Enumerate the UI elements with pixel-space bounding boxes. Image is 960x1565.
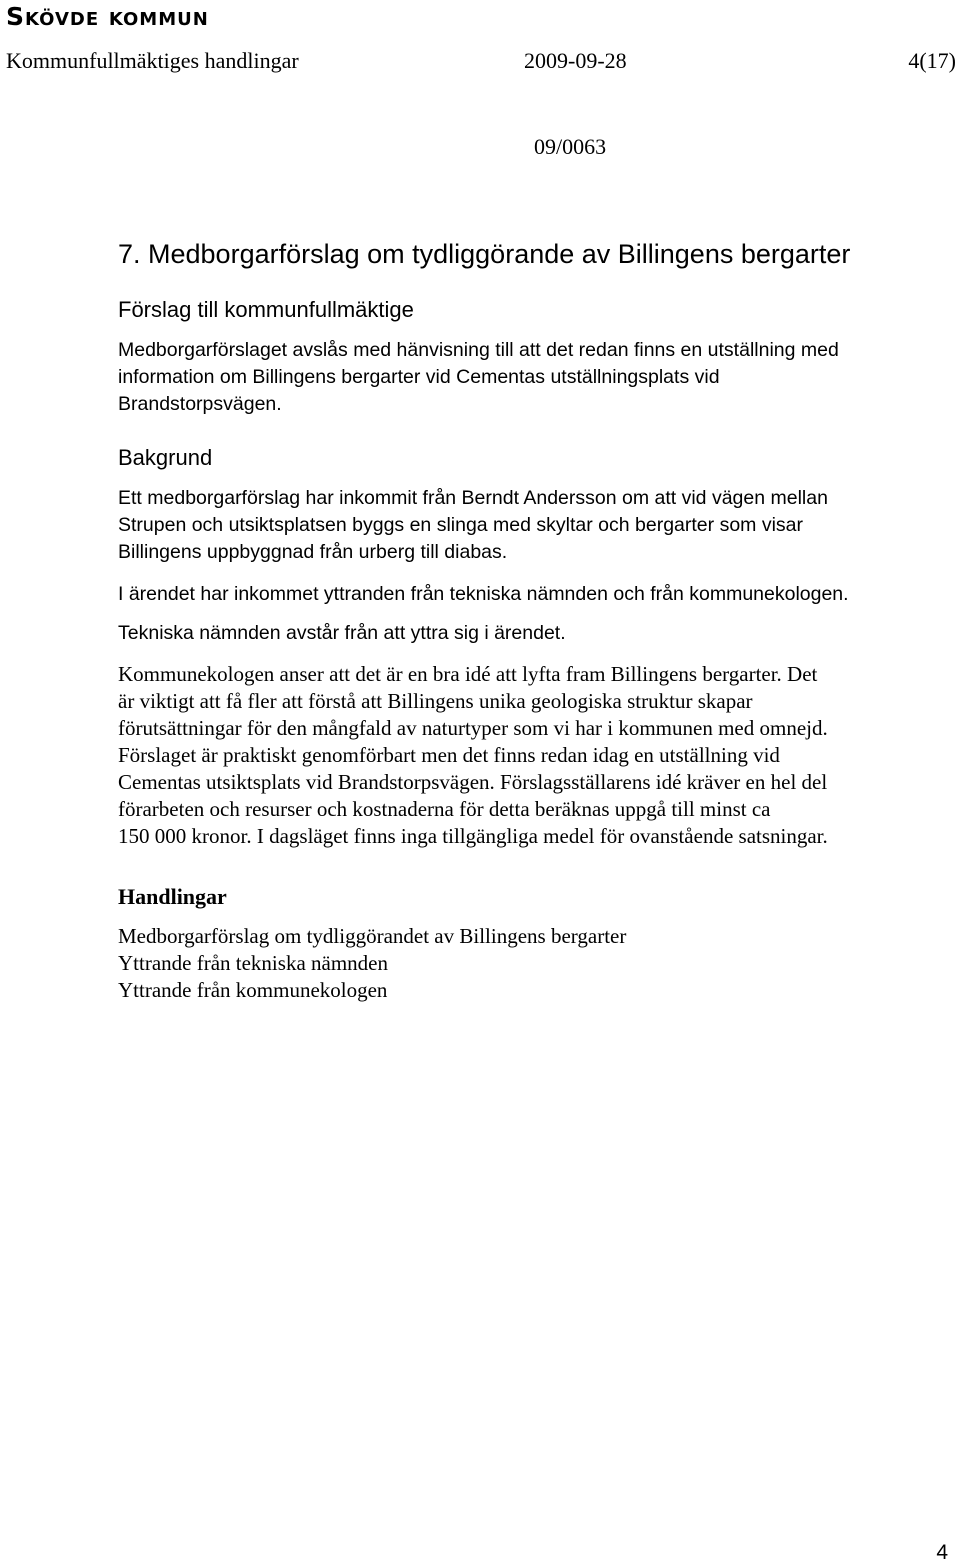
paragraph-line: Strupen och utsiktsplatsen byggs en slinga med skyltar och bergarter som visar (118, 514, 803, 536)
documents-heading: Handlingar (118, 884, 227, 909)
proposal-line: Medborgarförslaget avslås med hänvisning till att det redan finns en utställning med (118, 339, 839, 361)
paragraph-line: är viktigt att få fler att förstå att Billingens unika geologiska struktur skapar (118, 689, 753, 713)
paragraph-line: förutsättningar för den mångfald av naturtyper som vi har i kommunen med omnejd. (118, 716, 828, 740)
paragraph-line: Ett medborgarförslag har inkommit från Berndt Andersson om att vid vägen mellan (118, 487, 828, 509)
background-paragraph-3 (118, 620, 948, 647)
paragraph-line: Kommunekologen anser att det är en bra idé att lyfta fram Billingens bergarter. Det (118, 662, 818, 686)
proposal-line: Brandstorpsvägen. (118, 393, 282, 415)
paragraph-line: Tekniska nämnden avstår från att yttra sig i ärendet. (118, 622, 566, 644)
paragraph-line: Billingens uppbyggnad från urberg till diabas. (118, 541, 508, 563)
paragraph-line: Cementas utsiktsplats vid Brandstorpsvägen. Förslagsställarens idé kräver en hel del (118, 770, 828, 794)
document-list-item: Yttrande från kommunekologen (118, 978, 388, 1002)
document-list-item: Medborgarförslag om tydliggörandet av Billingens bergarter (118, 924, 627, 948)
paragraph-line: I ärendet har inkommet yttranden från tekniska nämnden och från kommunekologen. (118, 583, 849, 605)
proposal-paragraph (118, 337, 948, 418)
proposal-heading: Förslag till kommunfullmäktige (118, 297, 414, 322)
background-paragraph-2 (118, 581, 948, 608)
background-paragraph-1 (118, 485, 948, 566)
paragraph-line: 150 000 kronor. I dagsläget finns inga tillgängliga medel för ovanstående satsningar. (118, 824, 828, 848)
background-paragraph-4 (118, 661, 948, 850)
page-count: 4(17) (908, 48, 956, 73)
case-number: 09/0063 (534, 134, 607, 159)
document-title: Kommunfullmäktiges handlingar (6, 48, 299, 73)
document-header (6, 46, 956, 76)
item-title: 7. Medborgarförslag om tydliggörande av Billingens bergarter (118, 239, 851, 269)
proposal-line: information om Billingens bergarter vid Cementas utställningsplats vid (118, 366, 720, 388)
background-heading: Bakgrund (118, 445, 213, 470)
paragraph-line: Förslaget är praktiskt genomförbart men det finns redan idag en utställning vid (118, 743, 780, 767)
document-date: 2009-09-28 (524, 48, 627, 73)
page-number: 4 (936, 1541, 948, 1564)
document-list-item: Yttrande från tekniska nämnden (118, 951, 388, 975)
documents-list (118, 923, 948, 1004)
municipality-logo: Skövde kommun (6, 2, 209, 31)
paragraph-line: förarbeten och resurser och kostnaderna för detta beräknas uppgå till minst ca (118, 797, 771, 821)
